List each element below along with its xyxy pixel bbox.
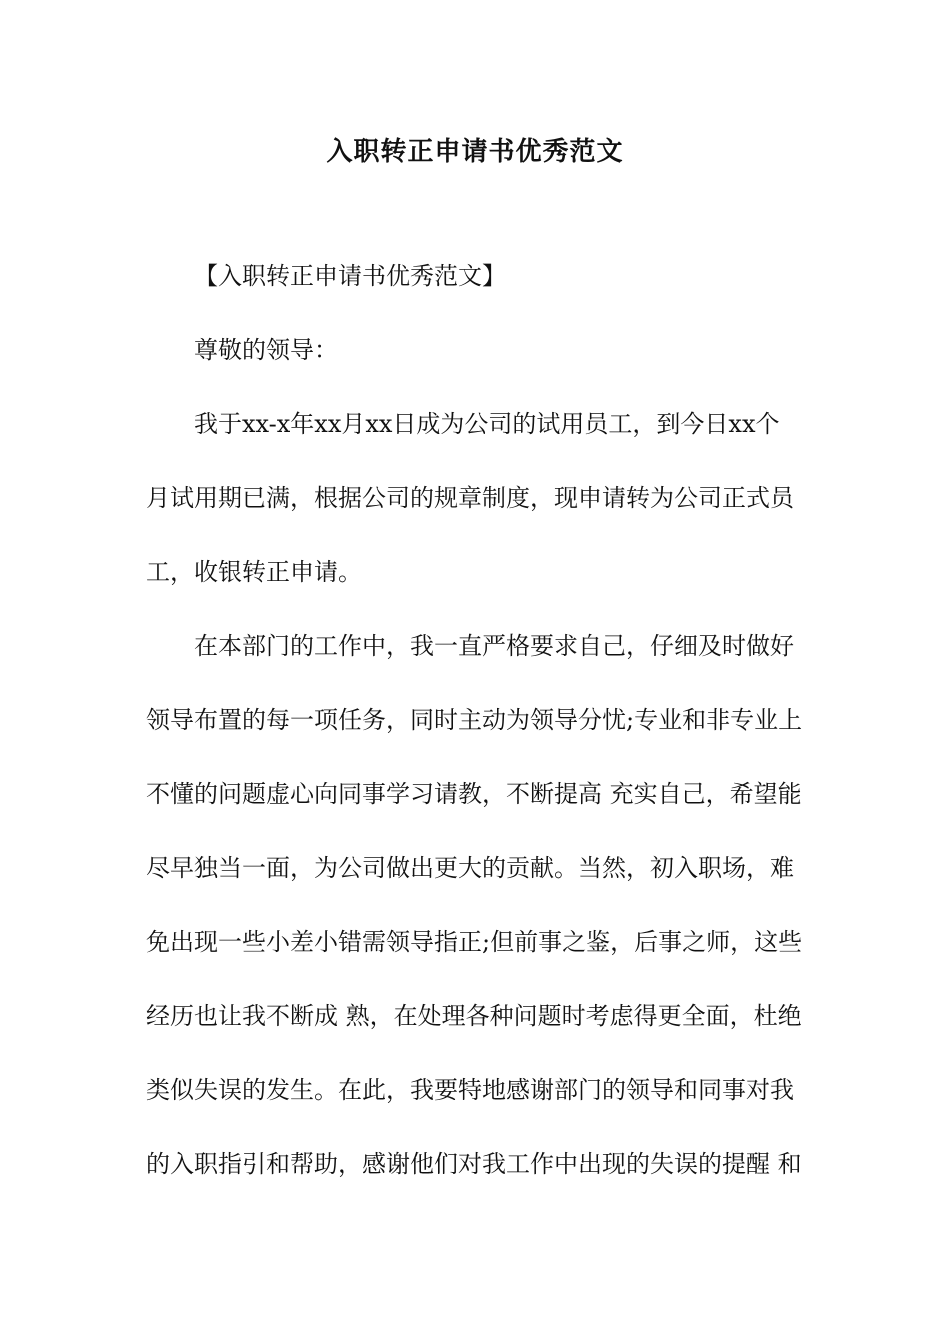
paragraph-line: 不懂的问题虚心向同事学习请教，不断提高 充实自己，希望能	[146, 780, 802, 808]
paragraph-line: 月试用期已满，根据公司的规章制度，现申请转为公司正式员	[146, 484, 794, 512]
paragraph-line: 类似失误的发生。在此，我要特地感谢部门的领导和同事对我	[146, 1076, 794, 1104]
paragraph-line: 我于xx-x年xx月xx日成为公司的试用员工，到今日xx个	[194, 410, 780, 438]
paragraph-line: 经历也让我不断成 熟，在处理各种问题时考虑得更全面，杜绝	[146, 1002, 802, 1030]
paragraph-line: 免出现一些小差小错需领导指正;但前事之鉴，后事之师，这些	[146, 928, 803, 956]
document-body	[146, 256, 810, 1218]
salutation: 尊敬的领导：	[194, 336, 338, 364]
paragraph-line: 工，收银转正申请。	[146, 558, 362, 586]
paragraph-line: 的入职指引和帮助，感谢他们对我工作中出现的失误的提醒 和	[146, 1150, 802, 1178]
paragraph-line: 尽早独当一面，为公司做出更大的贡献。当然，初入职场，难	[146, 854, 794, 882]
document-title: 入职转正申请书优秀范文	[326, 137, 624, 167]
paragraph-line: 在本部门的工作中，我一直严格要求自己，仔细及时做好	[194, 632, 794, 660]
section-heading: 【入职转正申请书优秀范文】	[194, 262, 506, 290]
paragraph-line: 领导布置的每一项任务，同时主动为领导分忧;专业和非专业上	[146, 706, 803, 734]
